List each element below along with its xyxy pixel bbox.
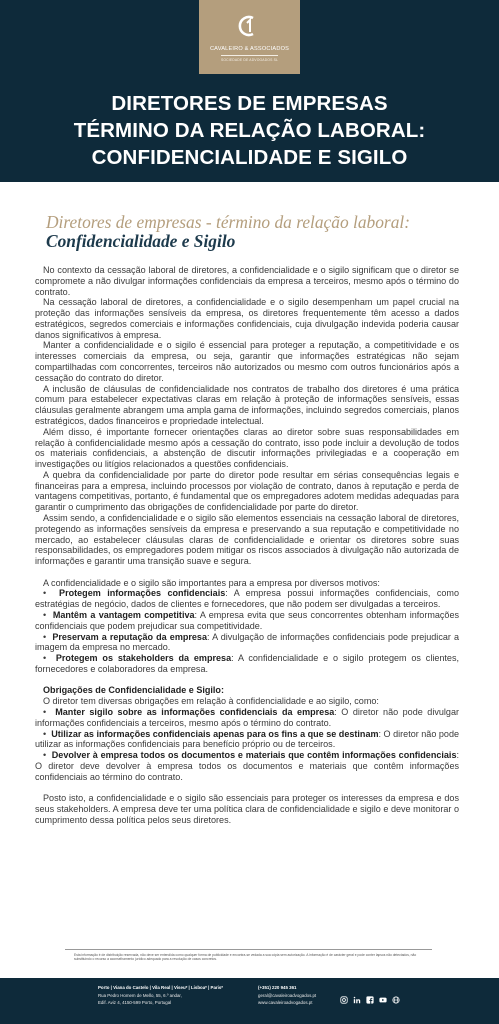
list-item: • Mantêm a vantagem competitiva: A empresa evita que seus concorrentes obtenham informações confidenciais que podem prejudicar sua competitividade.: [35, 609, 460, 631]
logo-subtitle: SOCIEDADE DE ADVOGADOS SL: [220, 57, 279, 62]
spacer: [35, 567, 459, 578]
logo-divider: [221, 55, 278, 56]
list-item-title: Protegem os stakeholders da empresa: [55, 653, 232, 664]
list-item: • Manter sigilo sobre as informações confidenciais da empresa: O diretor não pode divulgar informações confidenciais a terceiros, mesmo após o término do contrato.: [35, 707, 459, 728]
conclusion-paragraph: Posto isto, a confidencialidade e o sigilo são essenciais para proteger os interesses da empresa e dos seus stakeholders. A empresa deve ter uma política clara de confidencialidade e sigilo e deve monitorar o cumprimento dessa política pelos seus diretores.: [35, 793, 459, 825]
list-item-text: : A empresa evita que seus concorrentes obtenham informações confidenciais que podem prejudicar sua competitividade.: [35, 609, 460, 631]
page-header: [0, 0, 499, 182]
office-list: Porto | Viana do Castelo | Vila Real | Viseu* | Lisboa* | Paris*: [98, 985, 223, 990]
list-item-title: Devolver à empresa todos os documentos e materiais que contêm informações confidenciais: [51, 750, 457, 761]
obligations-intro: O diretor tem diversas obrigações em relação à confidencialidade e ao sigilo, como:: [43, 696, 379, 707]
spacer: [35, 675, 459, 686]
list-item-title: Preservam a reputação da empresa: [52, 631, 207, 642]
paragraph: Manter a confidencialidade e o sigilo é essencial para proteger a reputação, a competitividade e os interesses comerciais da empresa, ou seja, garantir que informações estratégicas não sejam compartilhadas com concorrentes, terceiros não autorizados ou mesmo com outros funcionários após a cessação do contrato do diretor.: [35, 340, 459, 383]
paragraph: A inclusão de cláusulas de confidencialidade nos contratos de trabalho dos diretores é uma prática comum para estabelecer expectativas claras em relação à proteção de informações sensíveis, essas cláusulas geralmente abrangem uma ampla gama de informações, incluindo segredos comerciais, planos estratégicos, dados financeiros e propriedade intelectual.: [35, 383, 459, 426]
list-item-title: Protegem informações confidenciais: [59, 588, 226, 599]
paragraph: Além disso, é importante fornecer orientações claras ao diretor sobre suas responsabilidades em relação à confidencialidade mesmo após a cessação do contrato, isso pode incluir a devolução de todos os materiais confidenciais, a abstenção de discutir informações privilegiadas e a cooperação em investigações ou litígios relacionados a questões confidenciais.: [35, 426, 459, 470]
list-item-text: : O diretor não pode divulgar informações confidenciais a terceiros, mesmo após o término do contrato.: [35, 707, 459, 728]
paragraph: A quebra da confidencialidade por parte do diretor pode resultar em sérias consequências legais e financeiras para a empresa, incluindo processos por violação de contrato, danos à reputação e perda de vantagens competitivas, portanto, é fundamental que os empregadores adotem medidas adequadas para garantir o cumprimento das obrigações de confidencialidade por parte do diretor.: [35, 469, 459, 513]
contact-bar: [0, 978, 499, 1024]
paragraph: Na cessação laboral de diretores, a confidencialidade e o sigilo desempenham um papel crucial na proteção das informações sensíveis da empresa, os diretores frequentemente têm acesso a dados estratégicos, segredos comerciais e informações confidenciais, cuja divulgação indevida poderia causar danos significativos à empresa.: [35, 297, 459, 340]
disclaimer: Esta informação é de distribuição reservada, não deve ser entendida como qualquer forma de publicidade e encontra-se vedada a sua cópia sem autorização. A informação é de carácter geral e pode conter lapsos não detectados, não substituindo o recurso a aconselhamento jurídico adequado para a resolução de casos concretos.: [74, 953, 417, 962]
spacer: [35, 782, 459, 793]
list-item: • Devolver à empresa todos os documentos e materiais que contêm informações confidenciais: O diretor deve devolver à empresa todos os documentos e materiais que contêm informações confidenciais ao término do contrato.: [35, 750, 459, 782]
youtube-icon[interactable]: [379, 996, 387, 1004]
title-line-3: CONFIDENCIALIDADE E SIGILO: [91, 146, 408, 169]
website-link[interactable]: www.cavaleiroadvogados.pt: [258, 1000, 313, 1005]
list-item-text: : A empresa possui informações confidenciais, como estratégias de negócio, dados de clientes e fornecedores, que não podem ser divulgadas a terceiros.: [35, 588, 459, 610]
paragraph: No contexto da cessação laboral de diretores, a confidencialidade e o sigilo significam que o diretor se compromete a não divulgar informações confidenciais da empresa a terceiros, mesmo após o término do contrato.: [35, 265, 459, 297]
article-body: [35, 265, 459, 826]
list-item-text: : A divulgação de informações confidenciais pode prejudicar a imagem da empresa no mercado.: [35, 631, 459, 653]
article-subtitle-line-1: Diretores de empresas - término da relação laboral:: [46, 212, 411, 232]
list-item: • Protegem os stakeholders da empresa: A confidencialidade e o sigilo protegem os clientes, fornecedores e colaboradores da empresa.: [35, 653, 459, 674]
footer-divider: [65, 949, 432, 950]
article-subtitle: [46, 213, 466, 250]
phone-number[interactable]: (+351) 220 945 361: [258, 985, 297, 990]
office-info: [98, 984, 248, 1007]
importance-intro: A confidencialidade e o sigilo são importantes para a empresa por diversos motivos:: [43, 577, 380, 588]
list-item: • Preservam a reputação da empresa: A divulgação de informações confidenciais pode prejudicar a imagem da empresa no mercado.: [35, 631, 459, 653]
address-line: Rua Pedro Homem de Mello, 55, 6.º andar,: [98, 992, 182, 998]
section-heading: Obrigações de Confidencialidade e Sigilo:: [43, 685, 224, 696]
address-line: Edif. Aviz 4, 4150-599 Porto, Portugal: [98, 1000, 172, 1005]
title-line-2: TÉRMINO DA RELAÇÃO LABORAL:: [73, 119, 426, 142]
contact-info: [258, 984, 338, 1007]
list-item: • Utilizar as informações confidenciais apenas para os fins a que se destinam: O diretor não pode utilizar as informações confidenciais para benefício próprio ou de terceiros.: [35, 728, 460, 750]
facebook-icon[interactable]: [366, 996, 374, 1004]
list-item-text: : A confidencialidade e o sigilo protegem os clientes, fornecedores e colaboradores da empresa.: [35, 653, 459, 674]
list-item-text: : O diretor não pode utilizar as informações confidenciais para benefício próprio ou de terceiros.: [35, 728, 460, 750]
linkedin-icon[interactable]: [353, 996, 361, 1004]
globe-icon[interactable]: [392, 996, 400, 1004]
list-item: • Protegem informações confidenciais: A empresa possui informações confidenciais, como estratégias de negócio, dados de clientes e fornecedores, que não podem ser divulgadas a terceiros.: [35, 588, 459, 610]
list-item-title: Mantêm a vantagem competitiva: [52, 609, 195, 620]
list-item-title: Utilizar as informações confidenciais apenas para os fins a que se destinam: [51, 728, 379, 739]
email-link[interactable]: geral@cavaleiroadvogados.pt: [258, 992, 317, 998]
paragraph: Assim sendo, a confidencialidade e o sigilo são elementos essenciais na cessação laboral de diretores, protegendo as informações sensíveis da empresa e preservando a sua reputação e competitividade no mercado, ao estabelecer cláusulas claras de confidencialidade e orientar os diretores sobre suas responsabilidades, os empregadores podem mitigar os riscos associados à divulgação não autorizada de informações e garantir uma transição suave e segura.: [35, 512, 459, 567]
social-links: [340, 996, 400, 1004]
list-item-title: Manter sigilo sobre as informações confidenciais da empresa: [55, 707, 335, 717]
list-item-text: : O diretor deve devolver à empresa todos os documentos e materiais que contêm informações confidenciais ao término do contrato.: [35, 750, 459, 782]
instagram-icon[interactable]: [340, 996, 348, 1004]
logo-mark-icon: [237, 14, 261, 38]
logo-name: CAVALEIRO & ASSOCIADOS: [209, 46, 290, 52]
logo: [199, 0, 300, 74]
page-title: [0, 90, 499, 171]
article-subtitle-line-2: Confidencialidade e Sigilo: [46, 230, 236, 251]
title-line-1: DIRETORES DE EMPRESAS: [111, 92, 388, 115]
